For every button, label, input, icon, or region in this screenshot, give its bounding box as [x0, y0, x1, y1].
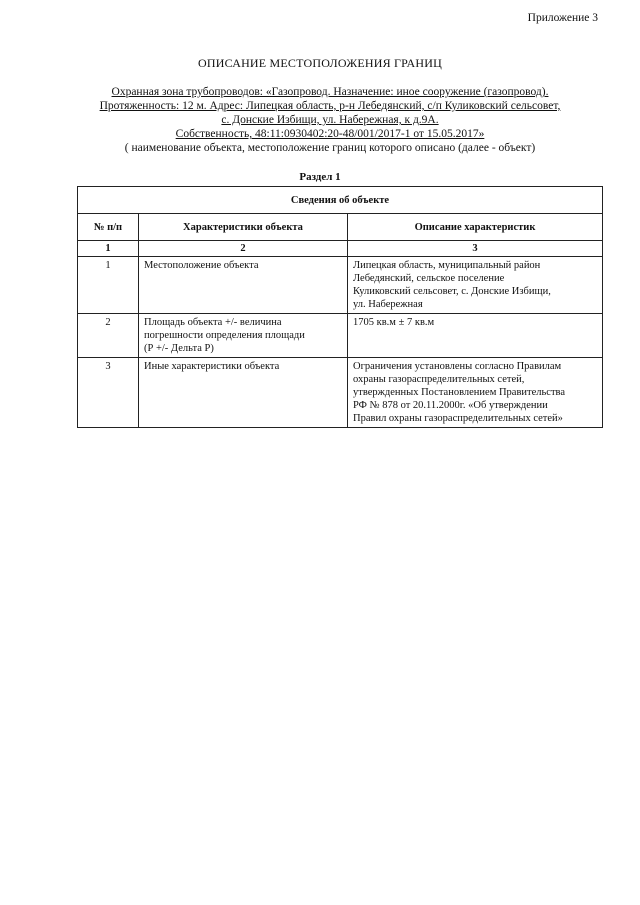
object-note: ( наименование объекта, местоположение границ которого описано (далее - объект) [124, 142, 536, 154]
row-description [348, 358, 603, 428]
row-number: 2 [78, 314, 139, 358]
characteristic-line: (Р +/- Дельта Р) [144, 343, 214, 354]
table-row [78, 314, 603, 358]
description-line: Ограничения установлены согласно Правилам [353, 361, 562, 372]
description-line: Куликовский сельсовет, с. Донские Избищи, [353, 286, 551, 297]
object-description [70, 85, 590, 155]
description-line: Липецкая область, муниципальный район [353, 260, 541, 271]
description-line: Лебедянский, сельское поселение [353, 273, 505, 284]
description-line: Правил охраны газораспределительных сетей» [353, 413, 563, 424]
characteristic-line: погрешности определения площади [144, 330, 305, 341]
description-line: ул. Набережная [353, 299, 423, 310]
row-number: 1 [78, 257, 139, 314]
object-line: Собственность, 48:11:0930402:20-48/001/2017-1 от 15.05.2017» [175, 128, 485, 140]
column-header-characteristic: Характеристики объекта [139, 214, 348, 241]
appendix-label: Приложение 3 [527, 12, 598, 24]
description-line: РФ № 878 от 20.11.2000г. «Об утверждении [353, 400, 548, 411]
table-row [78, 358, 603, 428]
table-caption: Сведения об объекте [78, 187, 603, 214]
object-info-table [77, 186, 603, 428]
description-line: утвержденных Постановлением Правительства [353, 387, 566, 398]
row-number: 3 [78, 358, 139, 428]
column-header-number: № п/п [78, 214, 139, 241]
column-number: 1 [78, 241, 139, 257]
column-number: 3 [348, 241, 603, 257]
characteristic-line: Площадь объекта +/- величина [144, 317, 282, 328]
object-line: Охранная зона трубопроводов: «Газопровод. Назначение: иное сооружение (газопровод). [111, 86, 549, 98]
description-line: охраны газораспределительных сетей, [353, 374, 525, 385]
section-title: Раздел 1 [299, 171, 341, 183]
description-line: 1705 кв.м ± 7 кв.м [353, 317, 435, 328]
row-characteristic: Местоположение объекта [139, 257, 348, 314]
object-line: с. Донские Избищи, ул. Набережная, к д.9А. [221, 114, 439, 126]
document-title: ОПИСАНИЕ МЕСТОПОЛОЖЕНИЯ ГРАНИЦ [198, 56, 442, 70]
row-description [348, 257, 603, 314]
table-row [78, 257, 603, 314]
row-characteristic [139, 314, 348, 358]
column-number: 2 [139, 241, 348, 257]
column-header-description: Описание характеристик [348, 214, 603, 241]
column-number-row [78, 241, 603, 257]
row-description [348, 314, 603, 358]
object-line: Протяженность: 12 м. Адрес: Липецкая область, р-н Лебедянский, с/п Куликовский сельсовет, [99, 100, 561, 112]
row-characteristic: Иные характеристики объекта [139, 358, 348, 428]
